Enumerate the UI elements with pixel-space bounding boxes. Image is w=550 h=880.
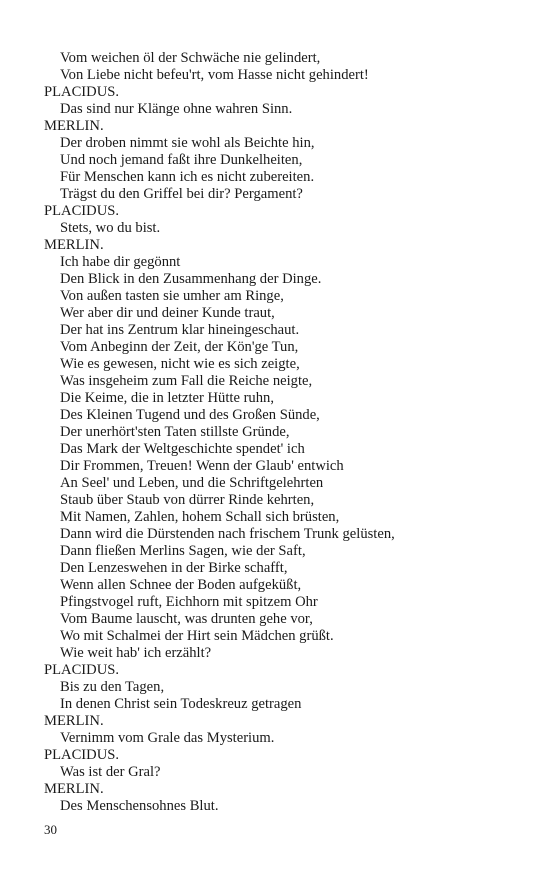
speaker-name: PLACIDUS. xyxy=(44,662,120,678)
verse-line: Dir Frommen, Treuen! Wenn der Glaub' entwich xyxy=(60,458,344,474)
verse-line: Wie es gewesen, nicht wie es sich zeigte, xyxy=(60,356,300,372)
verse-line: Und noch jemand faßt ihre Dunkelheiten, xyxy=(60,152,303,168)
verse-line: Für Menschen kann ich es nicht zubereiten. xyxy=(60,169,315,185)
verse-line: Von Liebe nicht befeu'rt, vom Hasse nicht gehindert! xyxy=(60,67,369,83)
verse-line: Der hat ins Zentrum klar hineingeschaut. xyxy=(60,322,300,338)
verse-line: Vom Anbeginn der Zeit, der Kön'ge Tun, xyxy=(60,339,299,355)
verse-line: Wenn allen Schnee der Boden aufgeküßt, xyxy=(60,577,302,593)
verse-line: Dann wird die Dürstenden nach frischem Trunk gelüsten, xyxy=(60,526,395,542)
verse-line: Wie weit hab' ich erzählt? xyxy=(60,645,212,661)
speaker-name: PLACIDUS. xyxy=(44,747,120,763)
speaker-name: PLACIDUS. xyxy=(44,84,120,100)
verse-line: Was insgeheim zum Fall die Reiche neigte, xyxy=(60,373,313,389)
verse-line: Pfingstvogel ruft, Eichhorn mit spitzem Ohr xyxy=(60,594,318,610)
page-number: 30 xyxy=(44,822,57,837)
drama-text xyxy=(44,50,524,815)
speaker-name: MERLIN. xyxy=(44,237,104,253)
verse-line: Die Keime, die in letzter Hütte ruhn, xyxy=(60,390,274,406)
verse-line: Der droben nimmt sie wohl als Beichte hin, xyxy=(60,135,315,151)
verse-line: Stets, wo du bist. xyxy=(60,220,161,236)
verse-line: Wer aber dir und deiner Kunde traut, xyxy=(60,305,275,321)
verse-line: Vom Baume lauscht, was drunten gehe vor, xyxy=(60,611,313,627)
verse-line: Mit Namen, Zahlen, hohem Schall sich brüsten, xyxy=(60,509,340,525)
verse-line: Von außen tasten sie umher am Ringe, xyxy=(60,288,284,304)
verse-line: Bis zu den Tagen, xyxy=(60,679,165,695)
verse-line: Wo mit Schalmei der Hirt sein Mädchen grüßt. xyxy=(60,628,334,644)
speaker-name: MERLIN. xyxy=(44,713,104,729)
verse-line: Dann fließen Merlins Sagen, wie der Saft, xyxy=(60,543,306,559)
verse-line: Des Kleinen Tugend und des Großen Sünde, xyxy=(60,407,320,423)
verse-line: Des Menschensohnes Blut. xyxy=(60,798,219,814)
speaker-name: MERLIN. xyxy=(44,118,104,134)
verse-line: Staub über Staub von dürrer Rinde kehrten, xyxy=(60,492,315,508)
verse-line: Vom weichen öl der Schwäche nie gelindert, xyxy=(60,50,321,66)
verse-line: In denen Christ sein Todeskreuz getragen xyxy=(60,696,302,712)
verse-line: Den Blick in den Zusammenhang der Dinge. xyxy=(60,271,322,287)
verse-line: An Seel' und Leben, und die Schriftgelehrten xyxy=(60,475,324,491)
speaker-name: PLACIDUS. xyxy=(44,203,120,219)
verse-line: Was ist der Gral? xyxy=(60,764,161,780)
verse-line: Das sind nur Klänge ohne wahren Sinn. xyxy=(60,101,293,117)
verse-line: Den Lenzeswehen in der Birke schafft, xyxy=(60,560,288,576)
verse-line: Trägst du den Griffel bei dir? Pergament? xyxy=(60,186,303,202)
verse-line: Das Mark der Weltgeschichte spendet' ich xyxy=(60,441,305,457)
verse-line: Der unerhört'sten Taten stillste Gründe, xyxy=(60,424,290,440)
verse-line: Vernimm vom Grale das Mysterium. xyxy=(60,730,275,746)
speaker-name: MERLIN. xyxy=(44,781,104,797)
verse-line: Ich habe dir gegönnt xyxy=(60,254,181,270)
